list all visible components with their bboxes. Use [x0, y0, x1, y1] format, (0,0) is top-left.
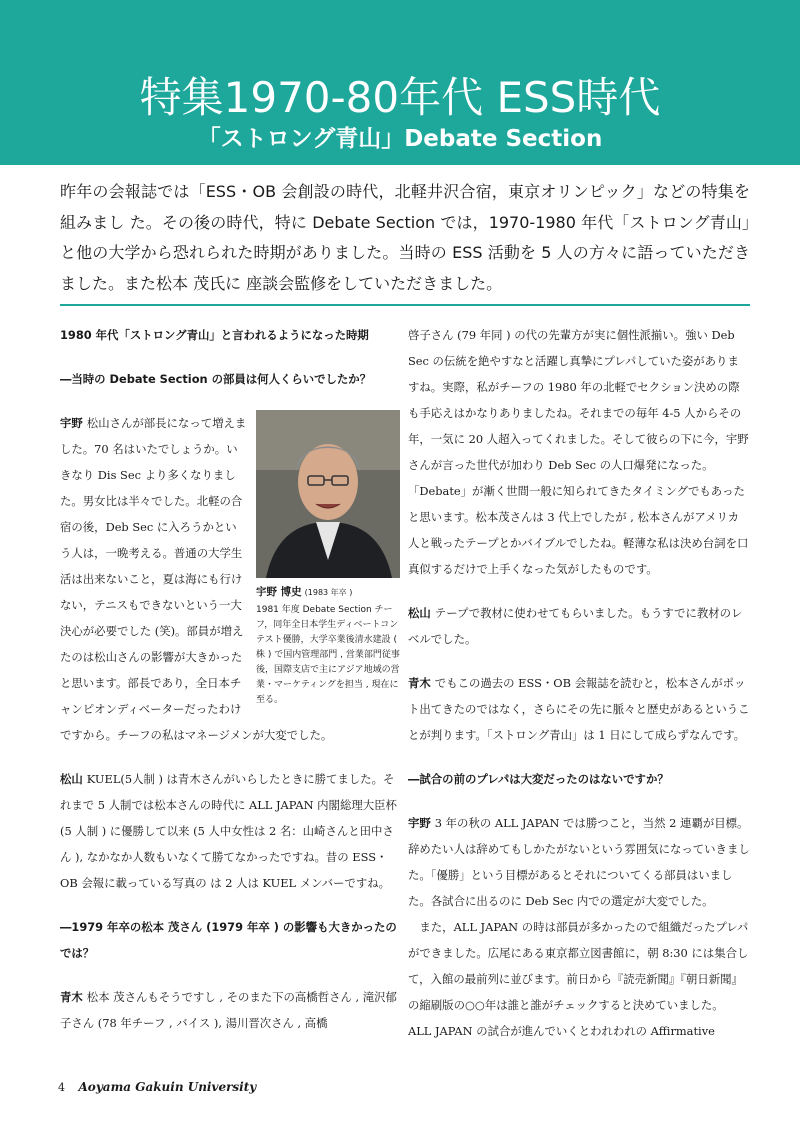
- page-subtitle: 「ストロング青山」Debate Section: [197, 126, 603, 152]
- footer-school-name: Aoyama Gakuin University: [78, 1080, 257, 1094]
- page-title: 特集1970-80年代 ESS時代: [139, 73, 661, 122]
- section-divider: [60, 304, 750, 306]
- answer-paragraph: 青木 松本 茂さんもそうですし , そのまた下の高橋哲さん , 滝沢郁子さん (78 年チーフ , バイス ), 湯川晋次さん , 高橋: [60, 990, 397, 1030]
- speaker-name: 青木: [60, 990, 83, 1004]
- answer-paragraph: 松山 テープで教材に使わせてもらいました。もうすでに教材のレベルでした。: [408, 606, 743, 646]
- question: ―1979 年卒の松本 茂さん (1979 年卒 ) の影響も大きかったのでは？: [60, 920, 397, 960]
- answer-paragraph: 宇野 松山さんが部長になって増えました。70 名はいたでしょうか。いきなり Dis Sec より多くなりました。男女比は半々でした。北軽の合宿の後，Deb Sec に入ろうかという人は，一晩考える。普通の大学生活は出来ないこと，夏は海にも行けない，テニスもできないという一大決心が必要でした (笑)。部員が増えたのは松山さんの影響が大きかったと思います。部長であり，全日本チャンピオンディベーターだったわけですから。チーフの私はマネージメンが大変でした。: [60, 416, 333, 742]
- answer-paragraph: また，ALL JAPAN の時は部員が多かったので組織だったプレパができました。広尾にある東京都立図書館に，朝 8:30 には集合して，入館の最前列に並びます。前日から『読売新聞』『朝日新聞』の縮刷版の○○年は誰と誰がチェックすると決めていました。: [408, 920, 749, 1012]
- portrait-figure: [256, 410, 400, 708]
- speaker-name: 松山: [60, 772, 83, 786]
- right-column: [408, 322, 750, 1044]
- answer-paragraph: ALL JAPAN の試合が進んでいくとわれわれの Affirmative: [408, 1024, 715, 1038]
- page-number: 4: [58, 1081, 65, 1094]
- left-column: [60, 322, 400, 1054]
- answer-paragraph: 啓子さん (79 年同 ) の代の先輩方が実に個性派揃い。強い Deb Sec の伝統を絶やすなと活躍し真摯にプレパしていた姿がありますね。実際，私がチーフの 1980 年の北軽でセクション決めの際も手応えはかなりありましたね。それまでの毎年 4-5 人からその年，一気に 20 人超入ってくれました。そして彼らの下に今，宇野さんが言った世代が加わり Deb Sec の人口爆発になった。「Debate」が漸く世間一般に知られてきたタイミングでもあったと思います。松本茂さんは 3 代上でしたが , 松本さんがアメリカ人と戦ったテープとかバイブルでしたね。軽薄な私は決め台詞を口真似するだけで上手くなった気がしたものです。: [408, 328, 749, 576]
- intro-paragraph: 昨年の会報誌では「ESS・OB 会創設の時代，北軽井沢合宿，東京オリンピック」などの特集を組みまし た。その後の時代，特に Debate Section では，1970-1980 年代「ストロング青山」と他の大学から恐れられた時期がありました。当時の ESS 活動を 5 人の方々に語っていただきました。また松本 茂氏に 座談会監修をしていただきました。: [60, 182, 750, 293]
- portrait-photo: [256, 410, 400, 578]
- answer-paragraph: 青木 でもこの過去の ESS・OB 会報誌を読むと，松本さんがポット出てきたのではなく，さらにその先に脈々と歴史があるということが判ります。「ストロング青山」は 1 日にして成らずなんです。: [408, 676, 750, 742]
- answer-paragraph: 宇野 3 年の秋の ALL JAPAN では勝つこと，当然 2 連覇が目標。辞めたい人は辞めてもしかたがないという雰囲気になっていきました。「優勝」という目標があるとそれについてくる部員はいました。各試合に出るのに Deb Sec 内での選定が大変でした。: [408, 816, 750, 908]
- speaker-name: 宇野: [60, 416, 83, 430]
- page-footer: [58, 1080, 256, 1094]
- speaker-name: 青木: [408, 676, 431, 690]
- answer-paragraph: 松山 KUEL(5人制 ) は青木さんがいらしたときに勝てました。それまで 5 人制では松本さんの時代に ALL JAPAN 内閣総理大臣杯 (5 人制 ) に優勝して以来 (5 人中女性は 2 名：山崎さんと田中さん ), なかなか人数もいなくて勝てなかったですね。昔の ESS・OB 会報に載っている写真の は 2 人は KUEL メンバーですね。: [60, 772, 397, 890]
- section-heading: 1980 年代「ストロング青山」と言われるようになった時期: [60, 328, 369, 342]
- speaker-name: 松山: [408, 606, 431, 620]
- caption-text: 1981 年度 Debate Section チーフ，同年全日本学生ディベートコンテスト優勝，大学卒業後清水建設 ( 株 ) で国内管理部門 , 営業部門従事後，国際支店で主にアジア地域の営業・マーケティングを担当 , 現在に至る。: [256, 605, 400, 705]
- question: ―試合の前のプレパは大変だったのはないですか？: [408, 772, 669, 786]
- speaker-name: 宇野: [408, 816, 431, 830]
- caption-name: 宇野 博史 (1983 年卒 ): [256, 586, 353, 598]
- question: ―当時の Debate Section の部員は何人くらいでしたか？: [60, 372, 372, 386]
- header-banner: [0, 0, 800, 165]
